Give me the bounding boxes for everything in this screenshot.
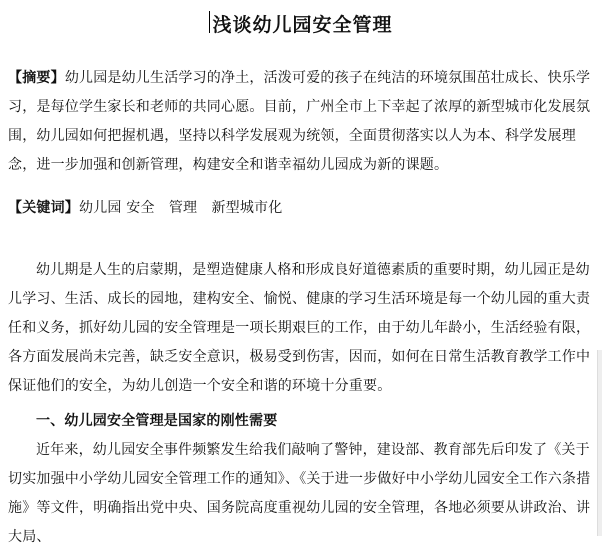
keywords-label: 【关键词】 (8, 200, 79, 216)
intro-paragraph: 幼儿期是人生的启蒙期，是塑造健康人格和形成良好道德素质的重要时期，幼儿园正是幼儿学习、生活、成长的园地，建构安全、愉悦、健康的学习生活环境是每一个幼儿园的重大责任和义务，抓好幼儿园的安全管理是一项长期艰巨的工作，由于幼儿年龄小，生活经验有限，各方面发展尚未完善，缺乏安全意识，极易受到伤害，因而，如何在日常生活教育教学工作中保证他们的安全，为幼儿创造一个安全和谐的环境十分重要。 (8, 262, 591, 394)
title-area (0, 10, 602, 37)
section1-paragraph: 近年来，幼儿园安全事件频繁发生给我们敲响了警钟，建设部、教育部先后印发了《关于切实加强中小学幼儿园安全管理工作的通知》、《关于进一步做好中小学幼儿园安全工作六条措施》等文件，明确指出党中央、国务院高度重视幼儿园的安全管理，各地必须要从讲政治、讲大局、 (8, 442, 591, 545)
text-cursor (209, 11, 210, 33)
document-title (209, 10, 392, 37)
abstract-paragraph (8, 64, 594, 180)
abstract-label: 【摘要】 (8, 70, 65, 86)
document-title-text: 浅谈幼儿园安全管理 (212, 14, 393, 36)
scroll-edge (597, 350, 602, 536)
section1-heading: 一、幼儿园安全管理是国家的刚性需要 (36, 413, 278, 429)
keywords-text: 幼儿园 安全 管理 新型城市化 (79, 200, 283, 216)
keywords-paragraph (8, 194, 594, 223)
abstract-text: 幼儿园是幼儿生活学习的净土，活泼可爱的孩子在纯洁的环境氛围茁壮成长、快乐学习，是每位学生家长和老师的共同心愿。目前，广州全市上下幸起了浓厚的新型城市化发展氛围，幼儿园如何把握机遇，坚持以科学发展观为统领，全面贯彻落实以人为本、科学发展理念，进一步加强和创新管理，构建安全和谐幸福幼儿园成为新的课题。 (8, 70, 591, 173)
